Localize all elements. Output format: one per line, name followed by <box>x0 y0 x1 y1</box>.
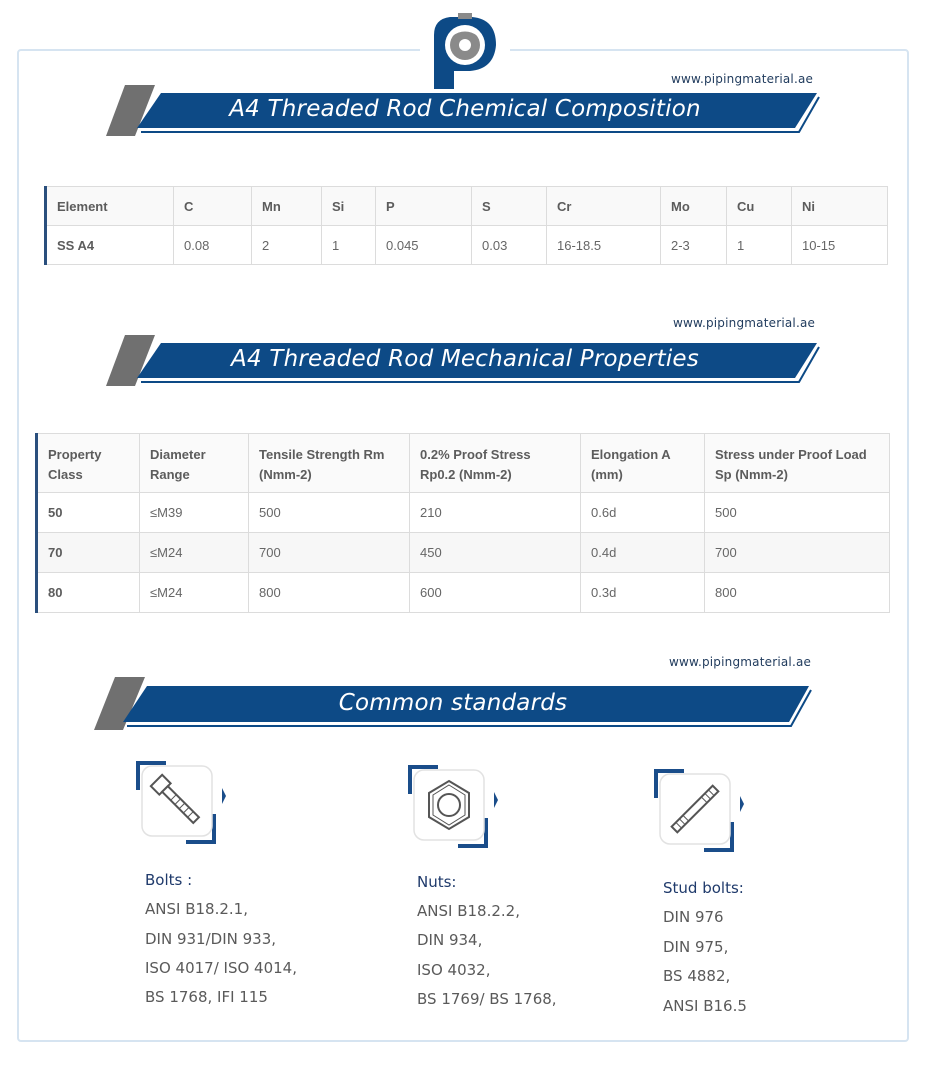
header-cell: Cu <box>727 187 792 226</box>
header-cell: Elongation A (mm) <box>581 434 705 493</box>
mechanical-title: A4 Threaded Rod Mechanical Properties <box>231 346 699 372</box>
standard-line: ANSI B18.2.1, <box>145 900 248 918</box>
header-cell: Cr <box>547 187 661 226</box>
table-cell: 0.045 <box>376 226 472 265</box>
header-cell: C <box>174 187 252 226</box>
hex-bolt-icon <box>136 760 246 845</box>
chemical-title: A4 Threaded Rod Chemical Composition <box>229 96 701 122</box>
header-cell: Element <box>46 187 174 226</box>
standard-line: BS 1768, IFI 115 <box>145 988 268 1006</box>
stud-bolt-icon <box>654 768 764 853</box>
header-cell: Property Class <box>37 434 140 493</box>
header-cell: 0.2% Proof Stress Rp0.2 (Nmm-2) <box>410 434 581 493</box>
table-cell: 210 <box>410 493 581 533</box>
logo-mark-icon <box>420 5 510 95</box>
table-cell: SS A4 <box>46 226 174 265</box>
table-header-row <box>46 187 888 226</box>
table-cell: 1 <box>727 226 792 265</box>
mechanical-banner <box>105 334 825 390</box>
table-cell: 50 <box>37 493 140 533</box>
standard-line: DIN 976 <box>663 908 724 926</box>
standard-title: Bolts : <box>145 871 193 889</box>
table-cell: ≤M39 <box>140 493 249 533</box>
table-cell: 500 <box>249 493 410 533</box>
header-cell: Tensile Strength Rm (Nmm-2) <box>249 434 410 493</box>
table-row <box>37 493 890 533</box>
standard-line: BS 1769/ BS 1768, <box>417 990 557 1008</box>
header-cell: P <box>376 187 472 226</box>
table-cell: 2-3 <box>661 226 727 265</box>
website-link[interactable]: www.pipingmaterial.ae <box>673 316 816 330</box>
website-link[interactable]: www.pipingmaterial.ae <box>671 72 814 86</box>
table-cell: 70 <box>37 533 140 573</box>
hex-nut-icon <box>408 764 518 849</box>
table-cell: 0.6d <box>581 493 705 533</box>
standard-line: BS 4882, <box>663 967 731 985</box>
table-cell: ≤M24 <box>140 573 249 613</box>
standard-title: Stud bolts: <box>663 879 744 897</box>
standard-line: ISO 4032, <box>417 961 491 979</box>
header-cell: Mn <box>252 187 322 226</box>
table-cell: 0.03 <box>472 226 547 265</box>
standards-banner <box>93 676 813 732</box>
table-cell: 700 <box>705 533 890 573</box>
table-cell: 16-18.5 <box>547 226 661 265</box>
standard-line: ANSI B16.5 <box>663 997 747 1015</box>
table-cell: 80 <box>37 573 140 613</box>
website-link[interactable]: www.pipingmaterial.ae <box>669 655 812 669</box>
table-cell: 0.3d <box>581 573 705 613</box>
table-cell: 800 <box>705 573 890 613</box>
table-row <box>46 226 888 265</box>
table-cell: 10-15 <box>792 226 888 265</box>
standard-line: DIN 931/DIN 933, <box>145 930 277 948</box>
standard-line: ANSI B18.2.2, <box>417 902 520 920</box>
standard-group-bolts <box>136 760 336 1020</box>
table-cell: 1 <box>322 226 376 265</box>
header-cell: S <box>472 187 547 226</box>
header-cell: Stress under Proof Load Sp (Nmm-2) <box>705 434 890 493</box>
table-cell: ≤M24 <box>140 533 249 573</box>
chemical-table <box>44 186 888 265</box>
standard-line: DIN 975, <box>663 938 729 956</box>
standards-title: Common standards <box>338 690 568 716</box>
header-cell: Diameter Range <box>140 434 249 493</box>
mechanical-table <box>35 433 890 613</box>
standard-group-stud-bolts <box>654 768 854 1028</box>
table-cell: 0.4d <box>581 533 705 573</box>
table-row <box>37 533 890 573</box>
chemical-banner <box>105 84 825 140</box>
standard-group-nuts <box>408 764 608 1024</box>
table-cell: 0.08 <box>174 226 252 265</box>
table-cell: 600 <box>410 573 581 613</box>
standard-line: DIN 934, <box>417 931 483 949</box>
table-row <box>37 573 890 613</box>
table-cell: 2 <box>252 226 322 265</box>
header-cell: Ni <box>792 187 888 226</box>
table-cell: 450 <box>410 533 581 573</box>
table-cell: 700 <box>249 533 410 573</box>
header-cell: Si <box>322 187 376 226</box>
table-cell: 800 <box>249 573 410 613</box>
table-header-row <box>37 434 890 493</box>
header-cell: Mo <box>661 187 727 226</box>
table-cell: 500 <box>705 493 890 533</box>
standard-line: ISO 4017/ ISO 4014, <box>145 959 297 977</box>
piping-material-logo[interactable] <box>420 5 510 95</box>
standard-title: Nuts: <box>417 873 457 891</box>
